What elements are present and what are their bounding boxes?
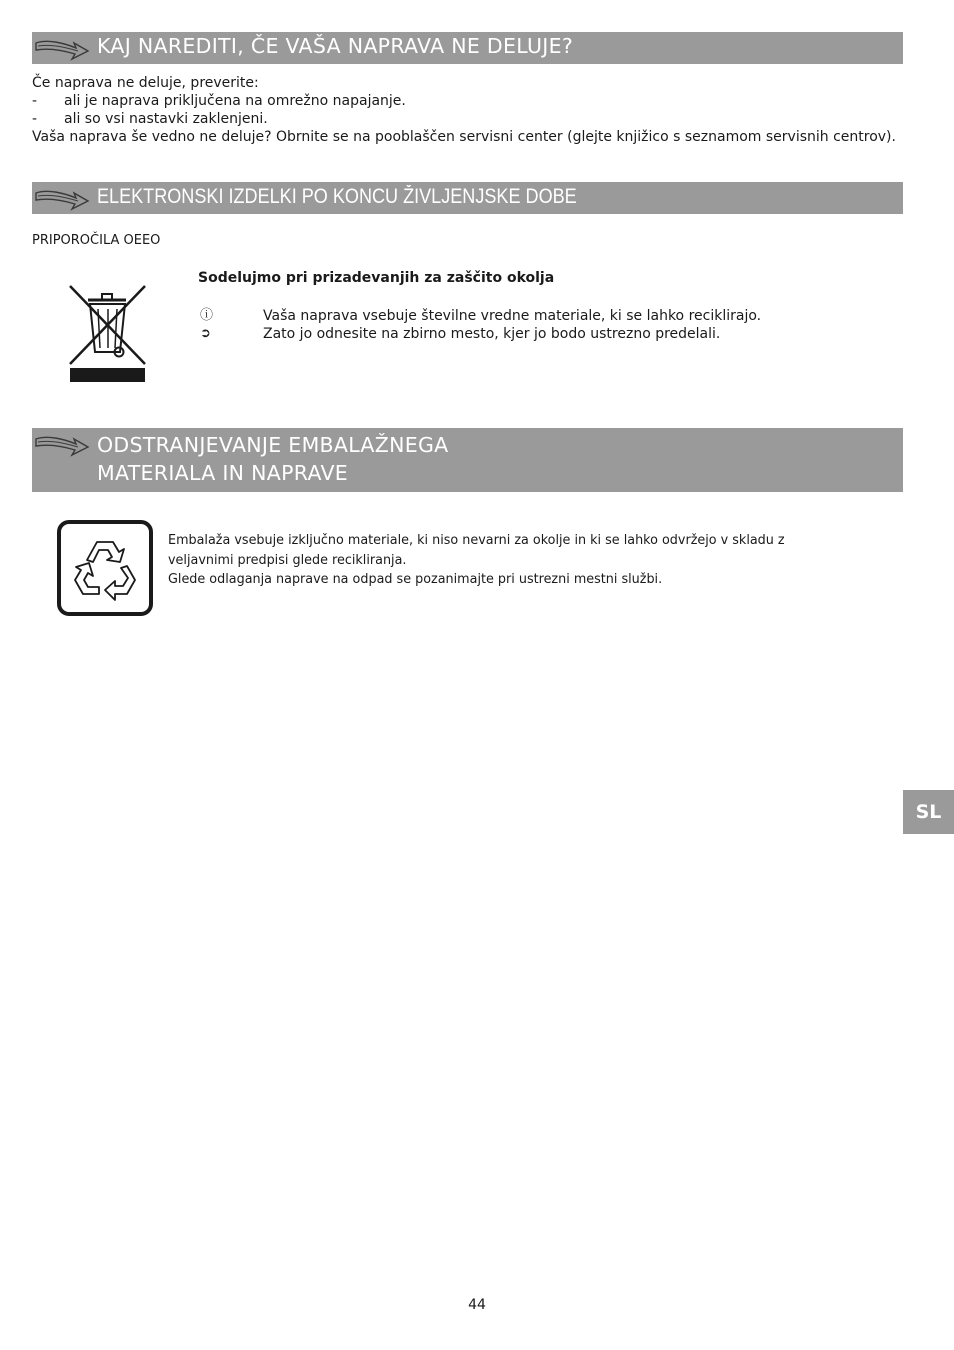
crossed-out-wheelie-bin-icon <box>68 284 147 383</box>
packaging-text: Glede odlaganja naprave na odpad se pozanimajte pri ustrezni mestni službi. <box>168 572 663 587</box>
arrow-icon <box>34 187 90 213</box>
troubleshoot-intro: Če naprava ne deluje, preverite: <box>32 75 259 91</box>
weee-arrow-row <box>198 325 878 343</box>
section-title-line: ODSTRANJEVANJE EMBALAŽNEGA <box>97 433 449 457</box>
list-marker: - <box>32 93 38 109</box>
section-title: KAJ NAREDITI, ČE VAŠA NAPRAVA NE DELUJE? <box>97 34 574 58</box>
weee-info-text: Vaša naprava vsebuje številne vredne materiale, ki se lahko reciklirajo. <box>263 308 762 324</box>
section-header-weee <box>32 182 903 214</box>
section-title <box>97 431 449 487</box>
packaging-text: Embalaža vsebuje izključno materiale, ki niso nevarni za okolje in ki se lahko odvržejo v skladu z veljavnimi predpisi glede recikliranja. <box>168 533 785 568</box>
page-number: 44 <box>468 1297 486 1313</box>
info-icon: ⓘ <box>200 308 214 323</box>
weee-arrow-text: Zato jo odnesite na zbirno mesto, kjer jo bodo ustrezno predelali. <box>263 326 721 342</box>
list-item <box>32 92 904 110</box>
language-tab: SL <box>903 790 954 834</box>
section-title: ELEKTRONSKI IZDELKI PO KONCU ŽIVLJENJSKE DOBE <box>97 185 577 208</box>
weee-body <box>198 269 878 343</box>
weee-info-row <box>198 307 878 325</box>
weee-label: PRIPOROČILA OEEO <box>32 233 161 248</box>
packaging-body <box>168 531 840 590</box>
list-marker: - <box>32 111 38 127</box>
list-item-text: ali je naprava priključena na omrežno napajanje. <box>64 93 406 109</box>
arrow-icon <box>34 37 90 63</box>
section-title-line: MATERIALA IN NAPRAVE <box>97 461 349 485</box>
recycle-icon <box>57 520 153 616</box>
troubleshoot-body <box>32 74 904 146</box>
section-header-packaging <box>32 428 903 492</box>
section-header-troubleshoot <box>32 32 903 64</box>
troubleshoot-outro: Vaša naprava še vedno ne deluje? Obrnite se na pooblaščen servisni center (glejte knjižico s seznamom servisnih centrov). <box>32 129 896 145</box>
list-item-text: ali so vsi nastavki zaklenjeni. <box>64 111 268 127</box>
list-item <box>32 110 904 128</box>
pointing-arrow-icon: ➲ <box>200 326 211 341</box>
arrow-icon <box>34 433 90 459</box>
weee-heading: Sodelujmo pri prizadevanjih za zaščito okolja <box>198 270 555 286</box>
